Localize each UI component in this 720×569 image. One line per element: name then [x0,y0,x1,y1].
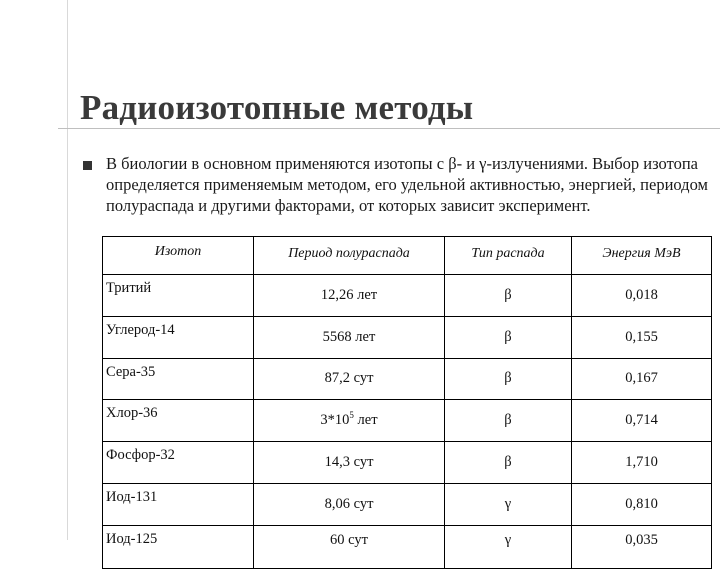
cell-half-life [254,400,445,442]
cell-isotope: Тритий [103,275,254,317]
half-life-mantissa: 3*10 [320,412,350,429]
slide-title: Радиоизотопные методы [80,88,474,127]
table-header-row [103,237,712,275]
header-decay-type: Тип распада [445,237,572,275]
cell-isotope: Фосфор-32 [103,442,254,484]
cell-isotope: Хлор-36 [103,400,254,442]
cell-energy: 0,714 [572,400,712,442]
cell-half-life: 87,2 сут [254,358,445,400]
cell-half-life: 5568 лет [254,316,445,358]
cell-energy: 0,810 [572,483,712,525]
half-life-unit: лет [353,412,378,429]
body-paragraph: В биологии в основном применяются изотопы с β- и γ-излучениями. Выбор изотопа определяется применяемым методом, его удельной активностью, энергией, периодом полураспада и другими факторами, от которых зависит эксперимент. [106,154,708,215]
cell-decay-type: β [445,358,572,400]
cell-isotope: Иод-131 [103,483,254,525]
cell-energy: 0,155 [572,316,712,358]
cell-decay-type: β [445,316,572,358]
cell-decay-type: β [445,400,572,442]
cell-energy: 0,035 [572,525,712,568]
table-row [103,525,712,568]
header-half-life: Период полураспада [254,237,445,275]
cell-half-life: 60 сут [254,525,445,568]
half-life-exponent: 5 [349,410,354,421]
cell-isotope: Углерод-14 [103,316,254,358]
header-isotope: Изотоп [103,237,254,275]
cell-decay-type: γ [445,525,572,568]
cell-half-life: 14,3 сут [254,442,445,484]
cell-isotope: Иод-125 [103,525,254,568]
cell-decay-type: β [445,442,572,484]
cell-isotope: Сера-35 [103,358,254,400]
table-row [103,275,712,317]
table-row [103,316,712,358]
cell-decay-type: γ [445,483,572,525]
cell-half-life: 8,06 сут [254,483,445,525]
square-bullet-icon [83,161,92,170]
table-row [103,358,712,400]
header-energy: Энергия МэВ [572,237,712,275]
table-row [103,400,712,442]
cell-energy: 1,710 [572,442,712,484]
cell-half-life: 12,26 лет [254,275,445,317]
cell-energy: 0,018 [572,275,712,317]
table-row [103,483,712,525]
title-underline-rule [58,128,720,129]
cell-decay-type: β [445,275,572,317]
slide-vertical-rule [67,0,68,540]
cell-energy: 0,167 [572,358,712,400]
table-row [103,442,712,484]
isotope-table [102,236,712,569]
